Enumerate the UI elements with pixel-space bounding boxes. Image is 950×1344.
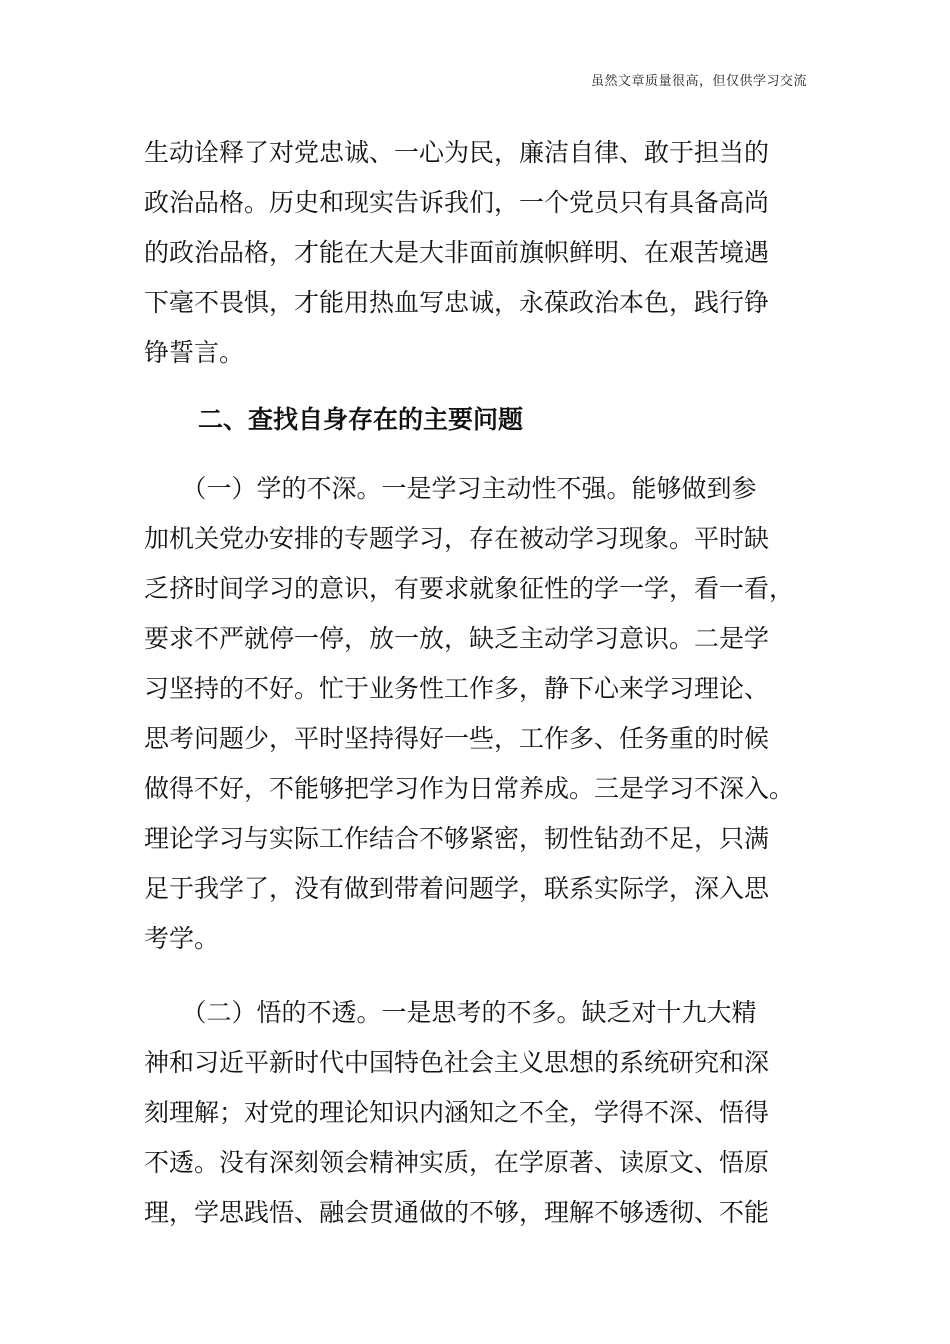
text-line: 考学。 [144, 924, 220, 953]
document-body [144, 128, 834, 1238]
text-line: 下毫不畏惧，才能用热血写忠诚，永葆政治本色，践行铮 [144, 288, 770, 317]
text-line: 加机关党办安排的专题学习，存在被动学习现象。平时缺 [144, 524, 770, 553]
text-line: （一）学的不深。一是学习主动性不强。能够做到参 [144, 474, 757, 503]
text-line: 铮誓言。 [144, 338, 245, 367]
text-line: 理论学习与实际工作结合不够紧密，韧性钻劲不足，只满 [144, 824, 770, 853]
text-line: 理，学思践悟、融会贯通做的不够，理解不够透彻、不能 [144, 1198, 770, 1227]
header-note: 虽然文章质量很高，但仅供学习交流 [590, 74, 807, 89]
text-line: 神和习近平新时代中国特色社会主义思想的系统研究和深 [144, 1048, 770, 1077]
section-heading: 二、查找自身存在的主要问题 [198, 405, 524, 434]
text-line: 习坚持的不好。忙于业务性工作多，静下心来学习理论、 [144, 674, 770, 703]
paragraph-3 [144, 988, 834, 1238]
text-line: 刻理解；对党的理论知识内涵知之不全，学得不深、悟得 [144, 1098, 770, 1127]
text-line: 足于我学了，没有做到带着问题学，联系实际学，深入思 [144, 874, 770, 903]
text-line: （二）悟的不透。一是思考的不多。缺乏对十九大精 [144, 998, 757, 1027]
text-line: 政治品格。历史和现实告诉我们，一个党员只有具备高尚 [144, 188, 770, 217]
text-line: 不透。没有深刻领会精神实质，在学原著、读原文、悟原 [144, 1148, 770, 1177]
text-line: 思考问题少，平时坚持得好一些，工作多、任务重的时候 [144, 724, 770, 753]
text-line: 生动诠释了对党忠诚、一心为民，廉洁自律、敢于担当的 [144, 138, 770, 167]
text-line: 做得不好，不能够把学习作为日常养成。三是学习不深入。 [144, 774, 795, 803]
text-line: 要求不严就停一停，放一放，缺乏主动学习意识。二是学 [144, 624, 770, 653]
paragraph-2 [144, 464, 834, 964]
paragraph-1 [144, 128, 834, 378]
text-line: 的政治品格，才能在大是大非面前旗帜鲜明、在艰苦境遇 [144, 238, 770, 267]
text-line: 乏挤时间学习的意识，有要求就象征性的学一学，看一看， [144, 574, 795, 603]
